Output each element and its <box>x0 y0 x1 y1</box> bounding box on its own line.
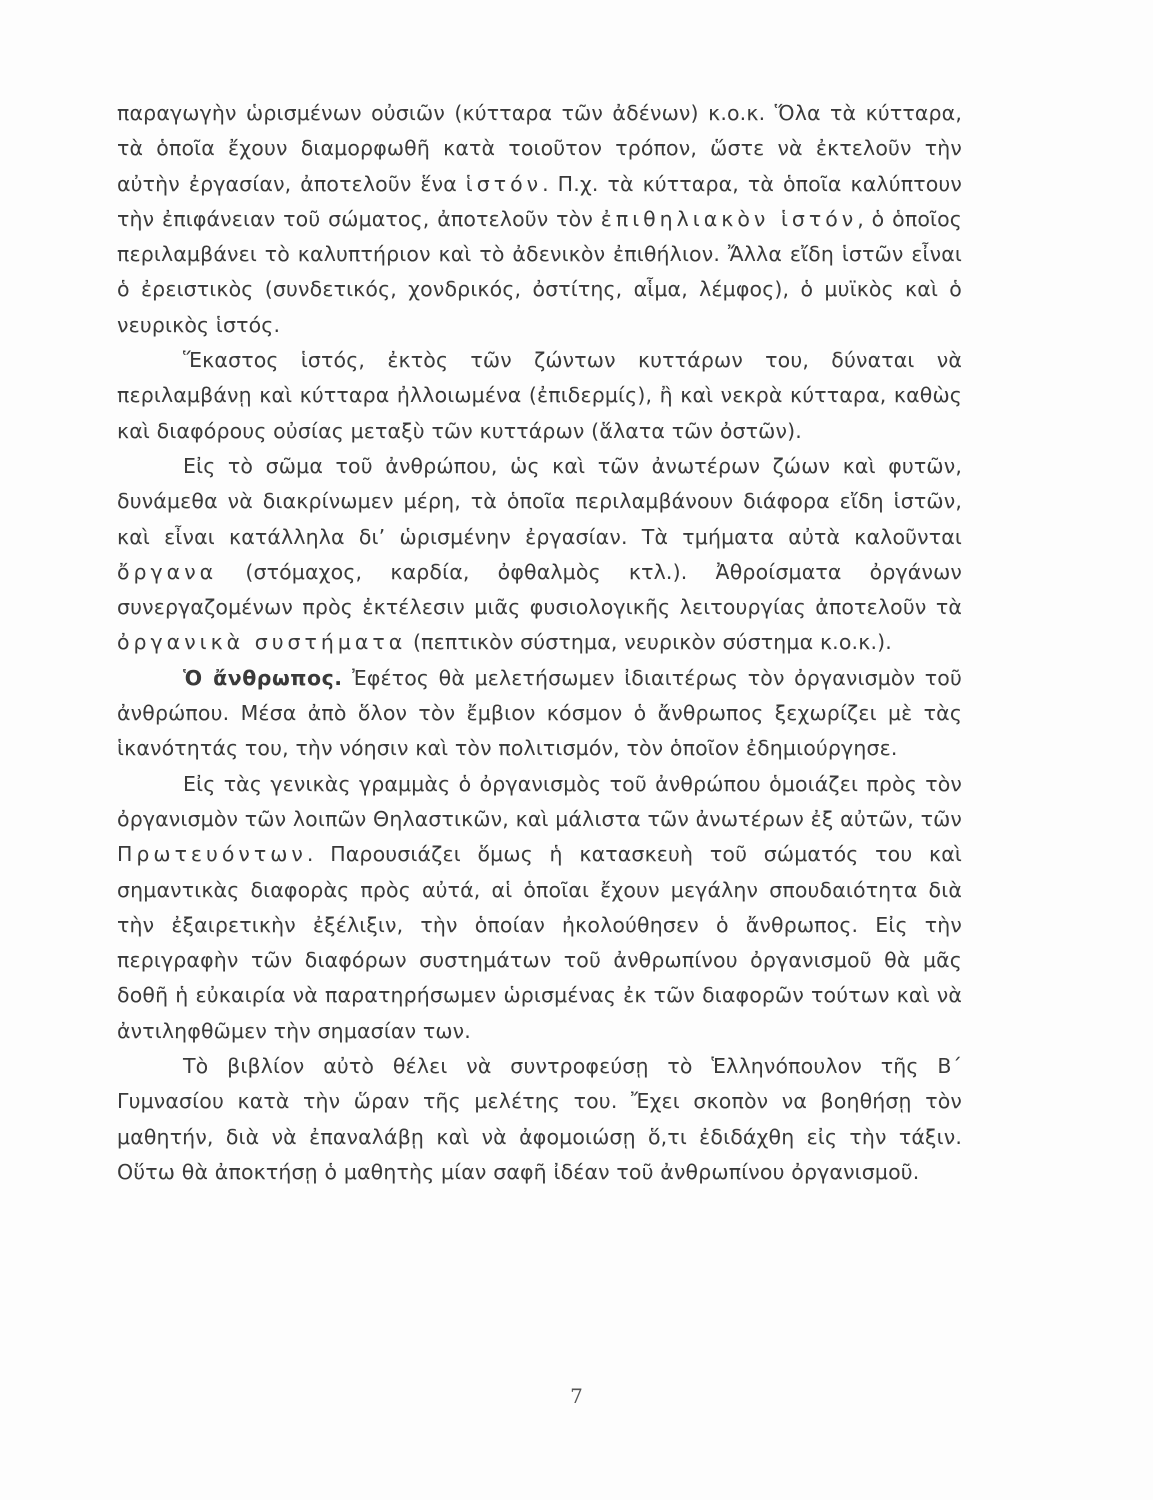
text-run: Εἰς τὸ σῶμα τοῦ ἀνθρώπου, ὡς καὶ τῶν ἀνωτέρων ζώων καὶ φυτῶν, δυνάμεθα νὰ διακρίνωμεν μέρη, τὰ ὁποῖα περιλαμβάνουν διάφορα εἴδη ἱστῶν, καὶ εἶναι κατάλληλα δι’ ὡρισμένην ἐργασίαν. Τὰ τμήματα αὐτὰ καλοῦνται <box>117 453 962 549</box>
text-run: , ὁ ὁποῖος περιλαμβάνει τὸ καλυπτήριον καὶ τὸ ἀδενικὸν ἐπιθήλιον. Ἄλλα εἴδη ἱστῶν εἶναι ὁ ἐρειστικὸς (συνδετικός, χονδρικός, ὀστίτης, αἷμα, λέμφος), ὁ μυϊκὸς καὶ ὁ νευρικὸς ἱστός. <box>117 206 962 337</box>
text-run: Τὸ βιβλίον αὐτὸ θέλει νὰ συντροφεύσῃ τὸ Ἑλληνόπουλον τῆς Β΄ Γυμνασίου κατὰ τὴν ὥραν τῆς μελέτης του. Ἔχει σκοπὸν να βοηθήσῃ τὸν μαθητήν, διὰ νὰ ἐπαναλάβῃ καὶ νὰ ἀφομοιώσῃ ὅ,τι ἐδιδάχθη εἰς τὴν τάξιν. Οὕτω θὰ ἀποκτήσῃ ὁ μαθητὴς μίαν σαφῆ ἰδέαν τοῦ ἀνθρωπίνου ὀργανισμοῦ. <box>117 1054 962 1184</box>
page-number: 7 <box>570 1384 583 1408</box>
text-run: . Π.χ. τὰ κύτταρα, τὰ ὁποῖα καλύπτουν τὴν ἐπιφάνειαν τοῦ σώματος, ἀποτελοῦν τὸν <box>117 171 962 231</box>
text-run: Ἐφέτος θὰ μελετήσωμεν ἰδιαιτέρως τὸν ὀργανισμὸν τοῦ ἀνθρώπου. Μέσα ἀπὸ ὅλον τὸν ἔμβιον κόσμον ὁ ἄνθρωπος ξεχωρίζει μὲ τὰς ἱκανότητάς του, τὴν νόησιν καὶ τὸν πολιτισμόν, τὸν ὁποῖον ἐδημιούργησε. <box>117 665 962 761</box>
paragraph-tissues <box>117 96 962 343</box>
paragraph-book-purpose <box>117 1049 962 1190</box>
spaced-term-epithelial: ἐπιθηλιακὸν ἱστόν <box>600 206 858 231</box>
body-text <box>117 96 962 1190</box>
paragraph-mammals <box>117 767 962 1049</box>
spaced-term-organa: ὄργανα <box>117 559 218 584</box>
spaced-term-systems: ὀργανικὰ συστήματα <box>117 630 407 655</box>
text-run: Ἕκαστος ἱστός, ἐκτὸς τῶν ζώντων κυττάρων του, δύναται νὰ περιλαμβάνῃ καὶ κύτταρα ἠλλοιωμένα (ἐπιδερμίς), ἢ καὶ νεκρὰ κύτταρα, καθὼς καὶ διαφόρους οὐσίας μεταξὺ τῶν κυττάρων (ἅλατα τῶν ὀστῶν). <box>117 348 962 443</box>
spaced-term-istos: ἱστόν <box>465 171 543 196</box>
paragraph-organs <box>117 449 962 661</box>
text-run: (πεπτικὸν σύστημα, νευρικὸν σύστημα κ.ο.κ.). <box>406 630 892 655</box>
text-run: . Παρουσιάζει ὅμως ἡ κατασκευὴ τοῦ σώματός του καὶ σημαντικὰς διαφορὰς πρὸς αὐτά, αἱ ὁποῖαι ἔχουν μεγάλην σπουδαιότητα διὰ τὴν ἐξαιρετικὴν ἐξέλιξιν, τὴν ὁποίαν ἠκολούθησεν ὁ ἄνθρωπος. Εἰς τὴν περιγραφὴν τῶν διαφόρων συστημάτων τοῦ ἀνθρωπίνου ὀργανισμοῦ θὰ μᾶς δοθῆ ἡ εὐκαιρία νὰ παρατηρήσωμεν ὡρισμένας ἐκ τῶν διαφορῶν τούτων καὶ νὰ ἀντιληφθῶμεν τὴν σημασίαν των. <box>117 842 962 1043</box>
paragraph-human <box>117 661 962 767</box>
spaced-term-primates: Πρωτευόντων <box>117 842 307 867</box>
text-run: παραγωγὴν ὡρισμένων οὐσιῶν (κύτταρα τῶν ἀδένων) κ.ο.κ. Ὅλα τὰ κύτταρα, τὰ ὁποῖα ἔχουν διαμορφωθῆ κατὰ τοιοῦτον τρόπον, ὥστε νὰ ἐκτελοῦν τὴν αὐτὴν ἐργασίαν, ἀποτελοῦν ἕνα <box>117 101 962 196</box>
text-run: Εἰς τὰς γενικὰς γραμμὰς ὁ ὀργανισμὸς τοῦ ἀνθρώπου ὁμοιάζει πρὸς τὸν ὀργανισμὸν τῶν λοιπῶν Θηλαστικῶν, καὶ μάλιστα τῶν ἀνωτέρων ἐξ αὐτῶν, τῶν <box>117 771 962 831</box>
run-in-heading: Ὁ ἄνθρωπος. <box>183 665 343 690</box>
paragraph-each-tissue <box>117 343 962 449</box>
text-run: (στόμαχος, καρδία, ὀφθαλμὸς κτλ.). Ἀθροίσματα ὀργάνων συνεργαζομένων πρὸς ἐκτέλεσιν μιᾶς φυσιολογικῆς λειτουργίας ἀποτελοῦν τὰ <box>117 559 962 620</box>
